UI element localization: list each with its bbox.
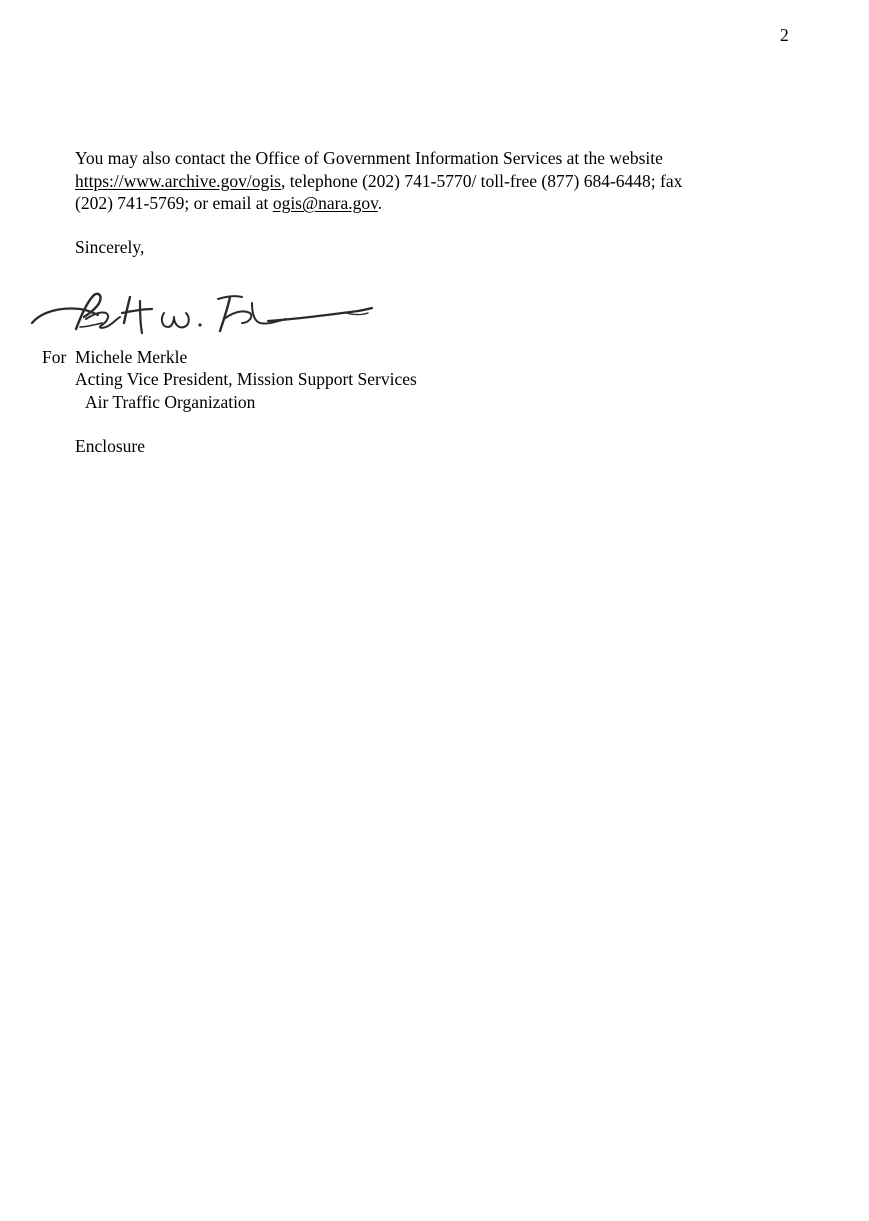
signer-block (75, 346, 417, 413)
contact-line-2 (75, 170, 765, 193)
contact-line-3 (75, 192, 765, 215)
ogis-email-link[interactable]: ogis@nara.gov (272, 193, 378, 213)
contact-phone-fax-text: , telephone (202) 741-5770/ toll-free (877) 684-6448; fax (280, 170, 683, 191)
contact-period: . (377, 193, 383, 213)
signer-organization: Air Traffic Organization (85, 391, 256, 412)
page-number: 2 (780, 25, 789, 45)
closing-salutation: Sincerely, (75, 237, 145, 257)
contact-paragraph (75, 147, 765, 215)
handwritten-signature-icon (28, 289, 378, 341)
contact-fax-text: (202) 741-5769; or email at (75, 193, 273, 213)
contact-line-1: You may also contact the Office of Government Information Services at the website (75, 148, 663, 168)
signer-title: Acting Vice President, Mission Support Services (75, 369, 417, 390)
for-label: For (42, 347, 67, 367)
signer-name: Michele Merkle (75, 347, 188, 367)
ogis-website-link[interactable]: https://www.archive.gov/ogis (75, 170, 281, 191)
enclosure-label: Enclosure (75, 436, 145, 456)
